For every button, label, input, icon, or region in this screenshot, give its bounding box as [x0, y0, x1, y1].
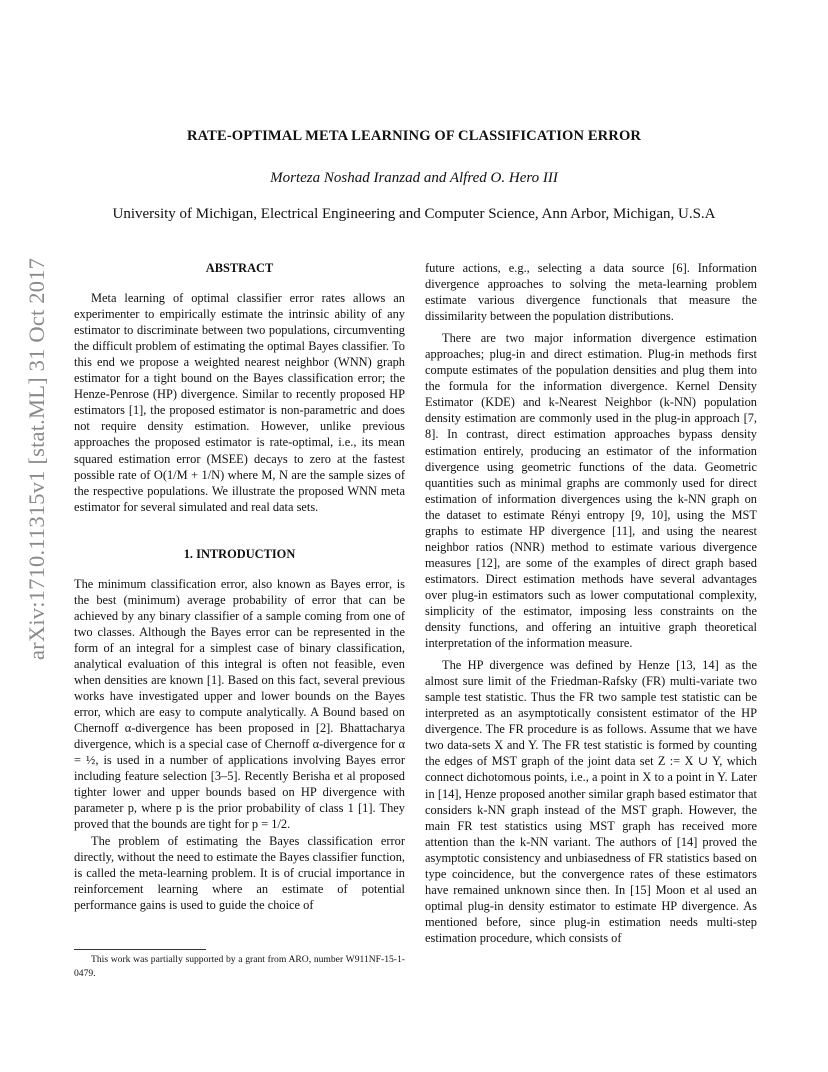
paper-affiliation: University of Michigan, Electrical Engineering and Computer Science, Ann Arbor, Michigan, U.S.A: [112, 206, 716, 222]
body-paragraph: The HP divergence was defined by Henze [13, 14] as the almost sure limit of the Friedman-Rafsky (FR) multi-variate two sample test statistic. Thus the FR two sample test statistic can be interpreted as an asymptotically consistent estimator of the HP divergence. The FR procedure is as follows. Assume that we have two data-sets X and Y. The FR test statistic is formed by counting the edges of MST graph of the joint data set Z := X ∪ Y, which connect dichotomous points, i.e., a point in X to a point in Y. Later in [14], Henze proposed another similar graph based estimator that considers k-NN graph instead of the MST graph. However, the main FR test statistics using MST graph has received more attention than the k-NN variant. The authors of [14] proved the asymptotic consistency and unbiasedness of FR statistics based on type coincidence, but the convergence rates of these estimators have remained unknown since then. In [15] Moon et al used an optimal plug-in density estimator to estimate HP divergence. As mentioned before, since plug-in estimation needs multi-step estimation procedure, which consists of: [425, 658, 757, 945]
abstract-text: Meta learning of optimal classifier error rates allows an experimenter to empirically estimate the intrinsic ability of any estimator to discriminate between two populations, circumventing the difficult problem of estimating the optimal Bayes classifier. To this end we propose a weighted nearest neighbor (WNN) graph estimator for a tight bound on the Bayes classification error; the Henze-Penrose (HP) divergence. Similar to recently proposed HP estimators [1], the proposed estimator is non-parametric and does not require density estimation. However, unlike previous approaches the proposed estimator is rate-optimal, i.e., its mean squared estimation error (MSEE) decays to zero at the fastest possible rate of O(1/M + 1/N) where M, N are the sample sizes of the respective populations. We illustrate the proposed WNN meta estimator for several simulated and real data sets.: [74, 291, 405, 514]
introduction-heading: 1. INTRODUCTION: [183, 546, 296, 561]
left-column: [74, 260, 405, 913]
footnote-rule: [74, 949, 206, 950]
paper-authors: Morteza Noshad Iranzad and Alfred O. Hero III: [270, 170, 558, 186]
paper-title: RATE-OPTIMAL META LEARNING OF CLASSIFICATION ERROR: [186, 128, 642, 144]
arxiv-identifier[interactable]: arXiv:1710.11315v1 [stat.ML] 31 Oct 2017: [24, 257, 49, 660]
body-paragraph: There are two major information divergence estimation approaches; plug-in and direct estimation. Plug-in methods first compute estimates of the population densities and plug them into the formula for the information divergence. Kernel Density Estimator (KDE) and k-Nearest Neighbor (k-NN) population density estimation are commonly used in the plug-in approach [7, 8]. In contrast, direct estimation approaches bypass density estimation entirely, producing an estimator of the information divergence using geometric functions of the data. Geometric quantities such as minimal graphs are commonly used for direct estimation of information divergences using the k-NN graph on the dataset to estimate Rényi entropy [9, 10], using the MST graphs to estimate HP divergence [11], and using the nearest neighbor ratios (NNR) method to estimate various divergence measures [12], are some of the examples of direct graph based estimators. Direct estimation methods have several advantages over plug-in estimators such as lower computational complexity, simplicity of the estimator, imposing less constraints on the density functions, and offering an intuitive graph theoretical interpretation of the information measure.: [425, 331, 757, 651]
arxiv-side-stamp: [14, 257, 60, 660]
body-paragraph: future actions, e.g., selecting a data source [6]. Information divergence approaches to solving the meta-learning problem estimate various divergence functionals that measure the dissimilarity between the population distributions.: [425, 261, 757, 324]
right-column: [425, 260, 757, 946]
abstract-heading: ABSTRACT: [205, 261, 274, 275]
footnote-text: This work was partially supported by a grant from ARO, number W911NF-15-1-0479.: [74, 954, 405, 979]
intro-paragraph: The problem of estimating the Bayes classification error directly, without the need to estimate the Bayes classifier function, is called the meta-learning problem. It is of crucial importance in reinforcement learning where an estimate of potential performance gains is used to guide the choice of: [74, 833, 405, 912]
footnote: [74, 953, 405, 981]
intro-paragraph: The minimum classification error, also known as Bayes error, is the best (minimum) average probability of error that can be achieved by any binary classifier of a sample coming from one of two classes. Although the Bayes error can be represented in the form of an integral for a simplest case of binary classification, analytical evaluation of this integral is often not feasible, even when densities are known [1]. Based on this fact, several previous works have investigated upper and lower bounds on the Bayes error, which are easy to compute analytically. A Bound based on Chernoff α-divergence has been proposed in [2]. Bhattacharya divergence, which is a special case of Chernoff α-divergence for α = ½, is used in a number of applications involving Bayes error including feature selection [3–5]. Recently Berisha et al proposed tighter lower and upper bounds based on HP divergence with parameter p, where p is the prior probability of class 1 [1]. They proved that the bounds are tight for p = 1/2.: [74, 576, 405, 832]
